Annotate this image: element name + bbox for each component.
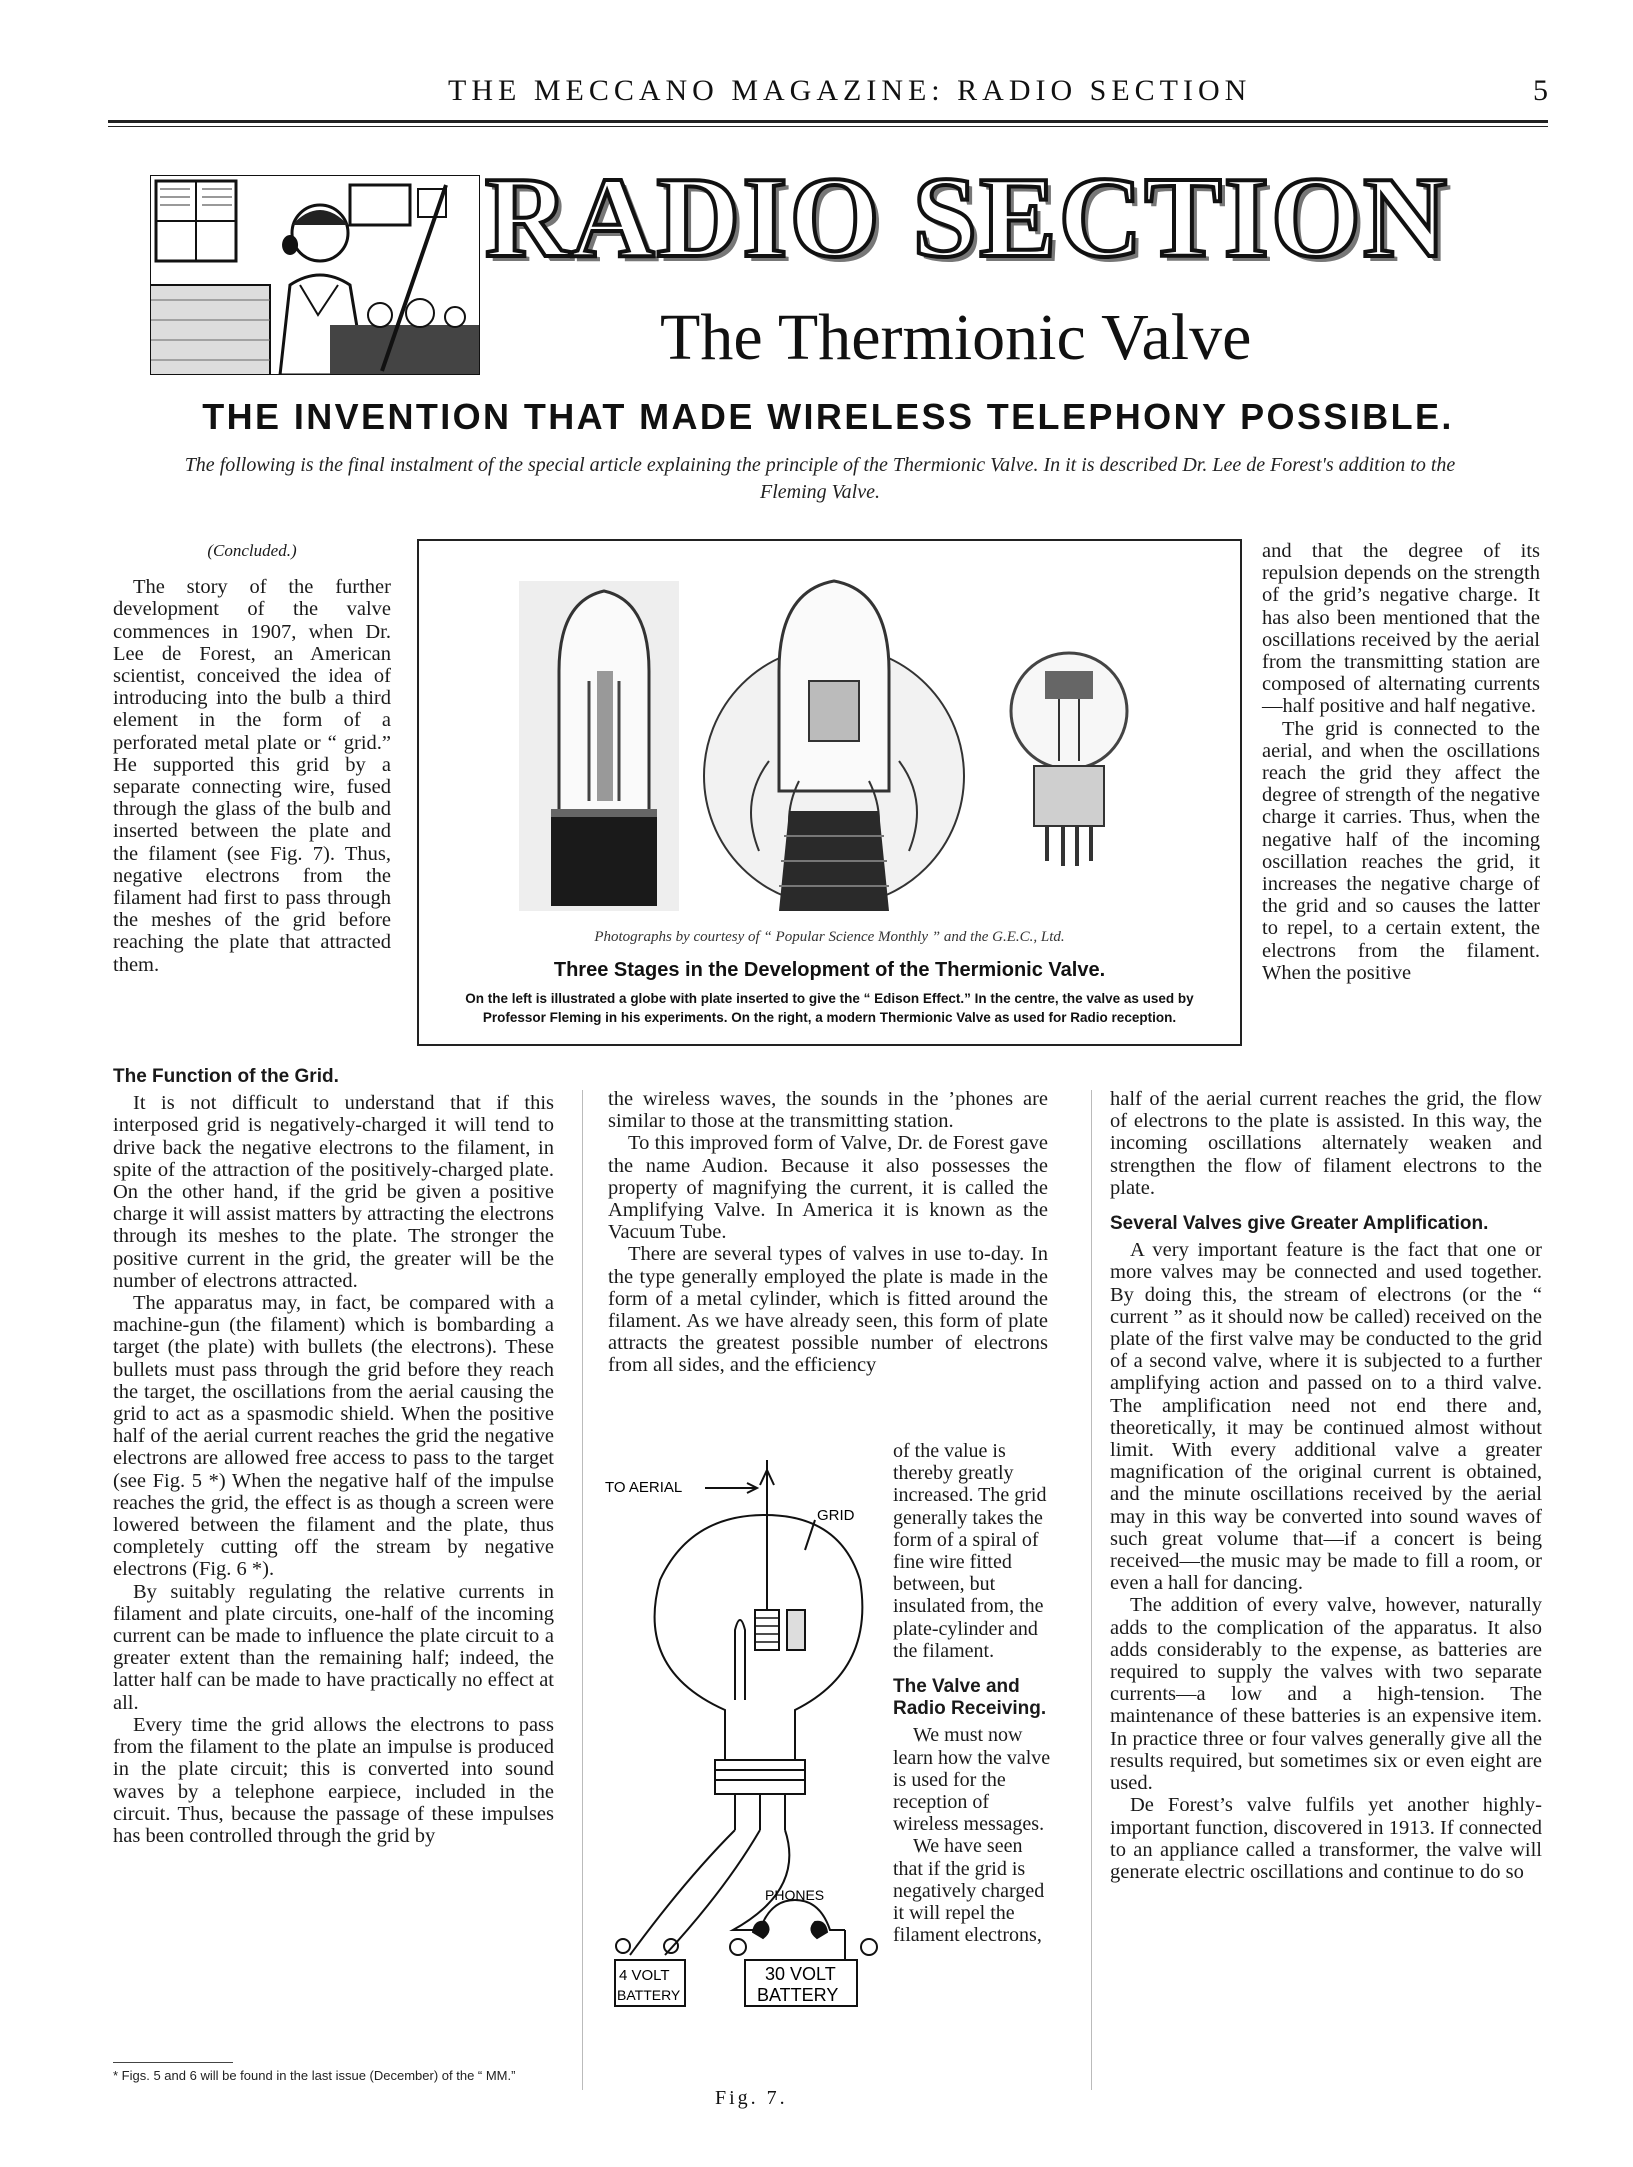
photo-figure (417, 539, 1242, 1046)
header-rule (108, 120, 1548, 123)
footnote: * Figs. 5 and 6 will be found in the last issue (December) of the “ MM.” (113, 2068, 516, 2083)
battery-30v-label: 30 VOLT (765, 1964, 836, 1984)
column-3-lower (1110, 1088, 1542, 1883)
paragraph: De Forest’s valve fulfils yet another highly-important function, discovered in 1913. If connected to an appliance called a transformer, the valve will generate electric oscillations and continue to do so (1110, 1794, 1542, 1883)
footnote-rule (113, 2062, 233, 2063)
column-1-lower (113, 1060, 554, 1847)
paragraph: By suitably regulating the relative currents in filament and plate circuits, one-half of the incoming current can be made to influence the plate circuit to a greater extent than the remaining half; indeed, the latter half can be made to have practically no effect at all. (113, 1580, 554, 1714)
section-title: RADIO SECTION (485, 154, 1449, 282)
valve-photographs (479, 561, 1179, 921)
fig7-valve-diagram (605, 1460, 885, 2060)
paragraph: half of the aerial current reaches the grid, the flow of electrons to the plate is assisted. In this way, the incoming oscillations alternately weaken and strengthen the flow of filament electrons to the plate. (1110, 1088, 1542, 1199)
column-divider (582, 1090, 583, 2090)
paragraph: There are several types of valves in use to-day. In the type generally employed the plate is made in the form of a metal cylinder, which is fitted around the filament. As we have already seen, this form of plate attracts the greatest possible number of electrons from all sides, and the efficiency (608, 1243, 1048, 1377)
paragraph: It is not difficult to understand that if this interposed grid is negatively-charged it will tend to drive back the negative electrons to the filament, in spite of the attraction of the positively-charged plate. On the other hand, if the grid be given a positive charge it will assist matters by attracting the electrons through its meshes to the plate. The stronger the positive current in the grid, the greater will be the number of electrons attracted. (113, 1092, 554, 1292)
header-rule-thin (108, 126, 1548, 127)
paragraph: We have seen that if the grid is negatively charged it will repel the filament electrons, (893, 1835, 1045, 1947)
figure-caption: On the left is illustrated a globe with plate inserted to give the “ Edison Effect.” In the centre, the valve as used by Professor Fleming in his experiments. On the right, a modern Thermionic Valve as used for Radio reception. (465, 991, 1194, 1025)
page-number: 5 (1533, 74, 1548, 107)
paragraph: The apparatus may, in fact, be compared with a machine-gun (the filament) which is bombarding a target (the plate) with bullets (the electrons). These bullets must pass through the grid before they reach the target, the oscillations from the aerial causing the grid to act as a spasmodic shield. When the positive half of the aerial current reaches the grid the negative electrons are allowed free access to pass to the target (see Fig. 5 *) When the negative half of the impulse reaches the grid, the effect is as though a screen were lowered between the filament and the plate, thus completely cutting off the stream by negative electrons (Fig. 6 *). (113, 1292, 554, 1581)
grid-label: GRID (817, 1507, 855, 1524)
column-1-upper (113, 540, 391, 976)
section-banner (150, 154, 1490, 390)
figure-title: Three Stages in the Development of the Thermionic Valve. (553, 959, 1106, 981)
battery-4v-label: 4 VOLT (619, 1967, 670, 1984)
modern-valve (1011, 653, 1127, 866)
fleming-valve (704, 581, 964, 911)
paragraph: The addition of every valve, however, naturally adds to the complication of the apparatus. It also adds considerably to the expense, as batteries are required to supply the valves with two separate currents—a low and a high-tension. The maintenance of these batteries is an expensive item. In practice three or four valves generally give all the results required, but sometimes six or even eight are used. (1110, 1594, 1542, 1795)
paragraph: Every time the grid allows the electrons to pass from the filament to the plate an impulse is produced in the plate circuit; this is converted into sound waves by a telephone earpiece, included in the circuit. Thus, because the passage of these impulses has been controlled through the grid by (113, 1713, 554, 1847)
battery-4v-label: BATTERY (617, 1987, 681, 2003)
column-2-upper (608, 1088, 1048, 1377)
figure-7-label: Fig. 7. (715, 2087, 788, 2109)
section-heading: Several Valves give Greater Amplification. (1110, 1213, 1489, 1235)
to-aerial-label: TO AERIAL (605, 1479, 683, 1496)
radio-listener-illustration (150, 175, 480, 375)
photo-credit: Photographs by courtesy of “ Popular Science Monthly ” and the G.E.C., Ltd. (594, 929, 1065, 945)
column-3-upper (1262, 540, 1540, 984)
column-divider (1091, 1090, 1092, 2090)
intro-text: The following is the final instalment of the special article explaining the principle of the Thermionic Valve. In it is described Dr. Lee de Forest's addition to the Fleming Valve. (184, 454, 1456, 503)
running-header (108, 68, 1548, 118)
paragraph: A very important feature is the fact that one or more valves may be connected and used together. By doing this, the stream of electrons (or the “ current ” as it should now be called) received on the plate of the first valve may be conducted to the grid of a second valve, where it is subjected to a further amplifying action and passed on to a third valve. The amplification need not end there and, theoretically, it may be continued almost without limit. With every additional valve a greater magnification of the original current is obtained, and the minute oscillations received by the aerial may in this way be converted into sound waves of such great volume that—if a concert is being received—the music may be made to fill a room, or even a hall for dancing. (1110, 1239, 1542, 1595)
headline: THE INVENTION THAT MADE WIRELESS TELEPHONY POSSIBLE. (202, 396, 1454, 437)
paragraph: the wireless waves, the sounds in the ’phones are similar to those at the transmitting station. (608, 1088, 1048, 1133)
section-heading: The Valve and Radio Receiving. (893, 1676, 1047, 1720)
article-title: The Thermionic Valve (660, 301, 1252, 374)
column-2-side (893, 1440, 1057, 1946)
battery-30v-label: BATTERY (757, 1985, 839, 2005)
paragraph: The story of the further development of the valve commences in 1907, when Dr. Lee de Forest, an American scientist, conceived the idea of introducing into the bulb a third element in the form of a perforated metal plate or “ grid.” He supported this grid by a separate connecting wire, fused through the glass of the bulb and inserted between the plate and the filament (see Fig. 7). Thus, negative electrons from the filament had first to pass through the meshes of the grid before reaching the plate that attracted them. (113, 576, 391, 976)
paragraph: To this improved form of Valve, Dr. de Forest gave the name Audion. Because it also possesses the property of magnifying the current, it is called the Amplifying Valve. In America it is known as the Vacuum Tube. (608, 1132, 1048, 1244)
section-heading: The Function of the Grid. (113, 1066, 339, 1087)
paragraph: The grid is connected to the aerial, and when the oscillations reach the grid they affect the degree of strength of the negative charge it carries. Thus, when the negative half of the incoming oscillation reaches the grid, it increases the negative charge of the grid and so causes the latter to repel, to a certain extent, the electrons from the filament. When the positive (1262, 717, 1540, 984)
paragraph: and that the degree of its repulsion depends on the strength of the grid’s negative charge. It has also been mentioned that the oscillations received by the aerial from the transmitting station are composed of alternating currents—half positive and half negative. (1262, 540, 1540, 718)
phones-label: PHONES (765, 1887, 825, 1903)
paragraph: of the value is thereby greatly increased. The grid generally takes the form of a spiral of fine wire fitted between, but insulated from, the plate-cylinder and the filament. (893, 1440, 1047, 1662)
edison-effect-globe (519, 581, 679, 911)
concluded-note: (Concluded.) (207, 541, 297, 560)
paragraph: We must now learn how the valve is used for the reception of wireless messages. (893, 1724, 1051, 1836)
magazine-title: THE MECCANO MAGAZINE: RADIO SECTION (448, 74, 1252, 107)
